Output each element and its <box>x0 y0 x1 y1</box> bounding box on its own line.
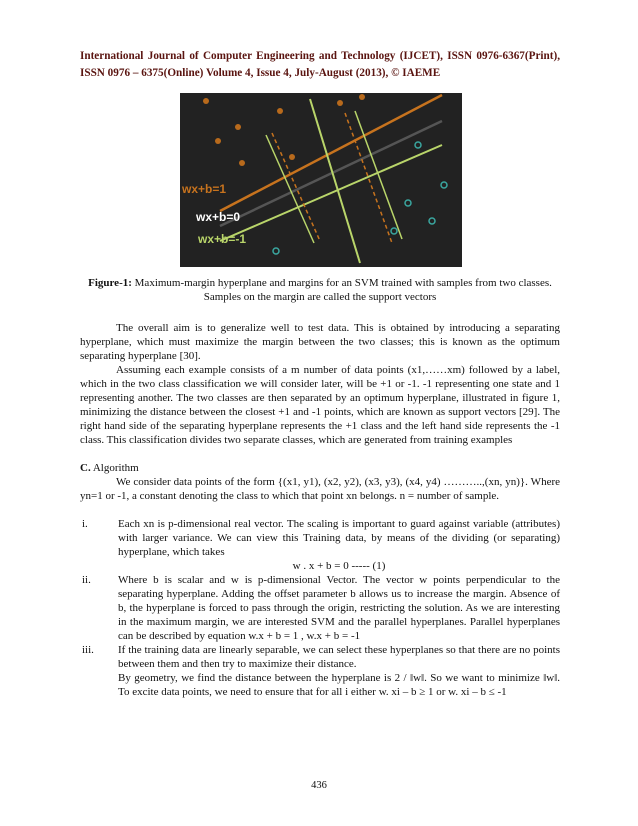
paragraph-2: Assuming each example consists of a m number of data points (x1,……xm) followed by a label, which in the two class classification we will consider later, will be +1 or -1. -1 representing one state and 1 representing another. The two classes are then separated by an optimum hyperplane, illustrated in figure 1, minimizing the distance between the closest +1 and -1 points, which are known as support vectors [29]. The right hand side of the separating hyperplane represents the +1 class and the left hand side represents the -1 class. This classification divides two separate classes, which are generated from training examples <box>80 364 560 446</box>
body-text <box>80 321 560 699</box>
caption-text: Maximum-margin hyperplane and margins for an SVM trained with samples from two classes. Samples on the margin are called the support vectors <box>131 277 552 303</box>
paragraph-3: We consider data points of the form {(x1, y1), (x2, y2), (x3, y3), (x4, y4) ………..,(xn, yn)}. Where yn=1 or -1, a constant denoting the class to which that point xn belongs. n = number of sample. <box>80 476 560 502</box>
data-point <box>337 100 343 106</box>
label-minus: wx+b=-1 <box>198 232 247 246</box>
data-point <box>429 218 435 224</box>
list-number: i. <box>82 518 88 530</box>
data-point <box>391 228 397 234</box>
data-point <box>239 160 245 166</box>
data-point <box>289 154 295 160</box>
hyperplane-zero-line <box>220 121 442 226</box>
data-point <box>235 124 241 130</box>
data-point <box>415 142 421 148</box>
section-heading <box>80 461 560 475</box>
list-text: Each xn is p-dimensional real vector. The scaling is important to guard against variable (attributes) with larger variance. We can view this Training data, by means of the dividing (or separating) hyperplane, which takes <box>118 518 560 558</box>
list-number: iii. <box>82 644 94 656</box>
equation: w . x + b = 0 ----- (1) <box>292 560 386 572</box>
label-plus: wx+b=1 <box>182 182 227 196</box>
data-point <box>203 98 209 104</box>
margin-arrow-left-2 <box>266 135 314 243</box>
data-point <box>277 108 283 114</box>
list-text: If the training data are linearly separable, we can select these hyperplanes so that there are no points between them and then try to maximize their distance. <box>118 644 560 670</box>
label-zero: wx+b=0 <box>196 210 241 224</box>
list-text: Where b is scalar and w is p-dimensional Vector. The vector w points perpendicular to the separating hyperplane. Adding the offset parameter b allows us to increase the margin. Absence of b, the hyperplane is forced to pass through the origin, restricting the solution. As we are interesting in the maximum margin, we are interested SVM and the parallel hyperplanes. Parallel hyperplanes can be described by equation w.x + b = 1 , w.x + b = -1 <box>118 574 560 642</box>
svm-figure <box>180 93 462 267</box>
journal-header: International Journal of Computer Engineering and Technology (IJCET), ISSN 0976-6367(Print), ISSN 0976 – 6375(Online) Volume 4, Issue 4, July-August (2013), © IAEME <box>80 50 560 79</box>
section-number: C. <box>80 462 91 474</box>
data-point <box>273 248 279 254</box>
data-point <box>441 182 447 188</box>
margin-arrow-left <box>272 133 320 241</box>
figure-caption <box>80 276 560 304</box>
margin-arrow-right-2 <box>355 111 402 239</box>
section-title: Algorithm <box>90 462 139 474</box>
data-point <box>359 94 365 100</box>
data-point <box>215 138 221 144</box>
list-item <box>80 517 560 573</box>
list-item <box>80 643 560 699</box>
list-number: ii. <box>82 574 91 586</box>
list-item <box>80 573 560 643</box>
paragraph-1: The overall aim is to generalize well to test data. This is obtained by introducing a separating hyperplane, which must maximize the margin between the two classes; this is known as the optimum separating hyperplane [30]. <box>80 322 560 362</box>
page-number: 436 <box>311 780 327 791</box>
list-text-2: By geometry, we find the distance between the hyperplane is 2 / ǁwǁ. So we want to minimize ǁwǁ. To excite data points, we need to ensure that for all i either w. xi – b ≥ 1 or w. xi – b ≤ -1 <box>118 672 560 698</box>
caption-label: Figure-1: <box>88 277 132 289</box>
data-point <box>405 200 411 206</box>
svm-diagram <box>180 93 462 267</box>
